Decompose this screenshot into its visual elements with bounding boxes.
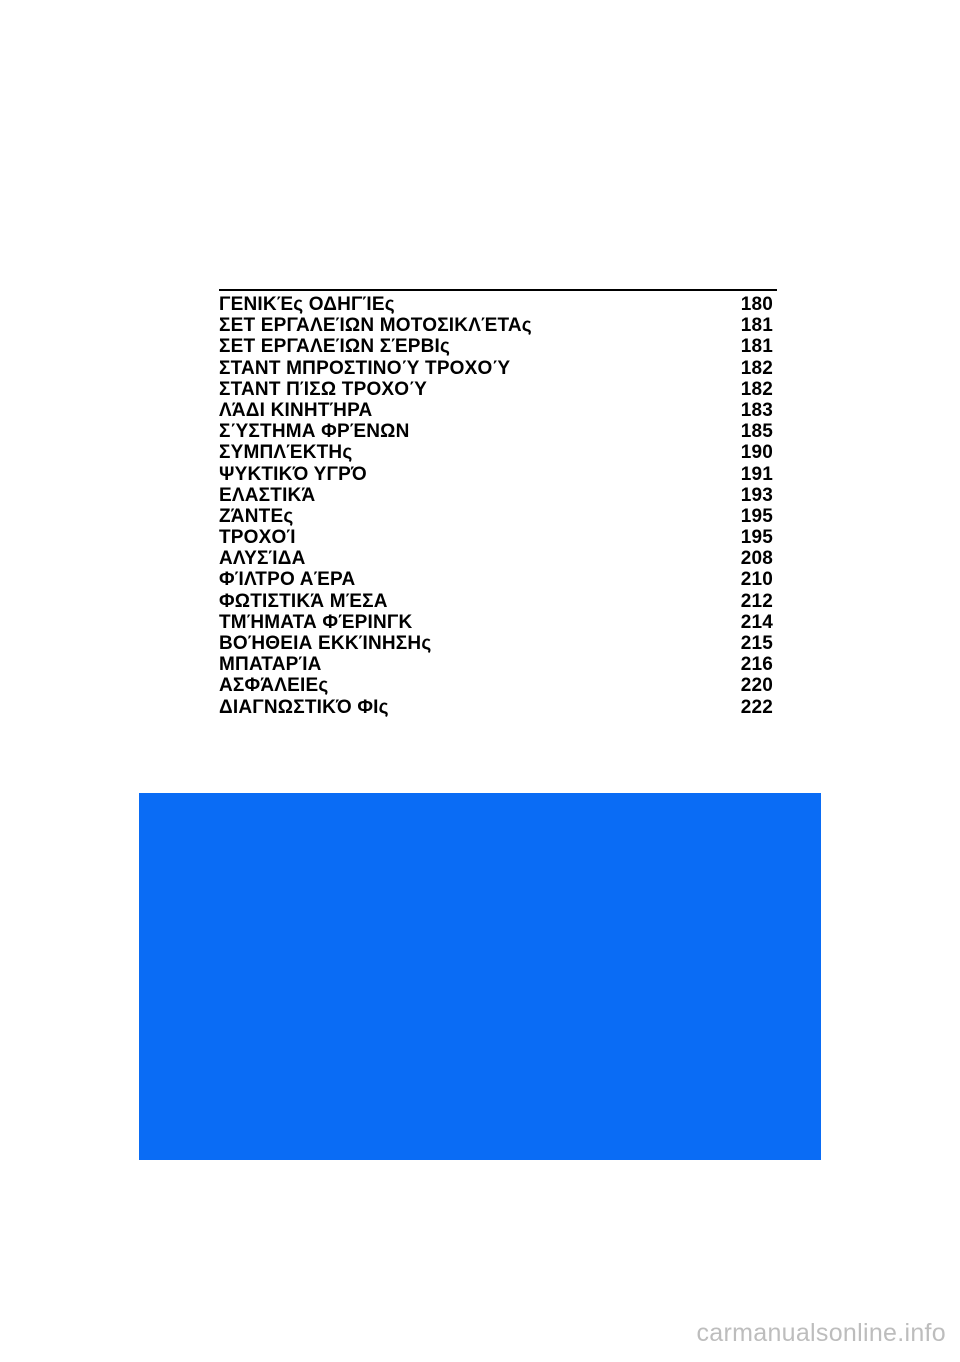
toc-entry-page: 181 [740,315,773,337]
toc-entry-title: ΨΥΚΤΙΚΌ ΥΓΡΌ [219,463,367,485]
toc-entry[interactable] [219,548,777,569]
toc-entry-page: 190 [740,442,773,464]
toc-entry[interactable] [219,697,777,718]
toc-entry-title: ΤΜΉΜΑΤΑ ΦΈΡΙΝΓΚ [219,611,413,633]
toc-entry-title: ΓΕΝΙΚΈς ΟΔΗΓΊΕς [219,294,395,315]
toc-entry-title: ΔΙΑΓΝΩΣΤΙΚΌ ΦΙς [219,696,389,718]
table-of-contents [219,289,777,718]
toc-entry[interactable] [219,675,777,696]
toc-entry[interactable] [219,506,777,527]
toc-entry-page: 214 [740,611,773,633]
toc-entry-title: ΣΎΣΤΗΜΑ ΦΡΈΝΩΝ [219,421,410,443]
toc-entry-page: 220 [740,675,773,697]
toc-entry[interactable] [219,336,777,357]
toc-entry[interactable] [219,612,777,633]
toc-entry-page: 193 [740,484,773,506]
toc-entry-page: 185 [740,421,773,443]
toc-entry-title: ΦΊΛΤΡΟ ΑΈΡΑ [219,569,356,591]
toc-entry-title: ΦΩΤΙΣΤΙΚΆ ΜΈΣΑ [219,590,388,612]
toc-entry-title: ΜΠΑΤΑΡΊΑ [219,654,322,676]
toc-entry[interactable] [219,654,777,675]
toc-entry[interactable] [219,591,777,612]
toc-entry-page: 181 [740,336,773,358]
toc-entry-title: ΣΕΤ ΕΡΓΑΛΕΊΩΝ ΣΈΡΒΙς [219,336,451,358]
toc-entry-page: 210 [740,569,773,591]
toc-entry[interactable] [219,315,777,336]
toc-entry-title: ΣΕΤ ΕΡΓΑΛΕΊΩΝ ΜΟΤΟΣΙΚΛΈΤΑς [219,315,532,337]
toc-entry-title: ΑΛΥΣΊΔΑ [219,548,306,570]
blue-panel [139,793,821,1160]
toc-entry[interactable] [219,400,777,421]
toc-entry[interactable] [219,421,777,442]
toc-entry-page: 215 [740,633,773,654]
toc-entry-title: ΣΤΑΝΤ ΠΊΣΩ ΤΡΟΧΟΎ [219,378,428,400]
toc-entry-page: 208 [740,548,773,570]
watermark-text: carmanualsonline.info [696,1319,946,1347]
toc-entry-page: 182 [740,378,773,400]
toc-entry-title: ΛΆΔΙ ΚΙΝΗΤΉΡΑ [219,399,373,421]
toc-entry-page: 212 [740,590,773,612]
toc-entry[interactable] [219,294,777,315]
toc-entry-page: 195 [740,527,773,549]
toc-entry[interactable] [219,569,777,590]
toc-entry-page: 191 [740,463,773,485]
toc-entry-title: ΤΡΟΧΟΊ [219,527,296,549]
toc-entry[interactable] [219,485,777,506]
toc-entry-page: 180 [740,294,773,315]
toc-entry-title: ΣΤΑΝΤ ΜΠΡΟΣΤΙΝΟΎ ΤΡΟΧΟΎ [219,357,511,379]
toc-entry-page: 182 [740,357,773,379]
toc-entry-page: 216 [740,654,773,676]
toc-entry[interactable] [219,442,777,463]
toc-entry-page: 222 [740,696,773,718]
toc-entry-title: ΑΣΦΆΛΕΙΕς [219,675,329,697]
toc-entry-title: ΖΆΝΤΕς [219,505,294,527]
toc-entry[interactable] [219,527,777,548]
toc-entry[interactable] [219,464,777,485]
toc-entry[interactable] [219,633,777,654]
toc-entry-page: 183 [740,399,773,421]
toc-entry[interactable] [219,358,777,379]
toc-entry-title: ΒΟΉΘΕΙΑ ΕΚΚΊΝΗΣΗς [219,633,432,654]
toc-entry-title: ΕΛΑΣΤΙΚΆ [219,484,316,506]
toc-entry[interactable] [219,379,777,400]
toc-entry-page: 195 [740,505,773,527]
toc-entry-title: ΣΥΜΠΛΈΚΤΗς [219,442,353,464]
